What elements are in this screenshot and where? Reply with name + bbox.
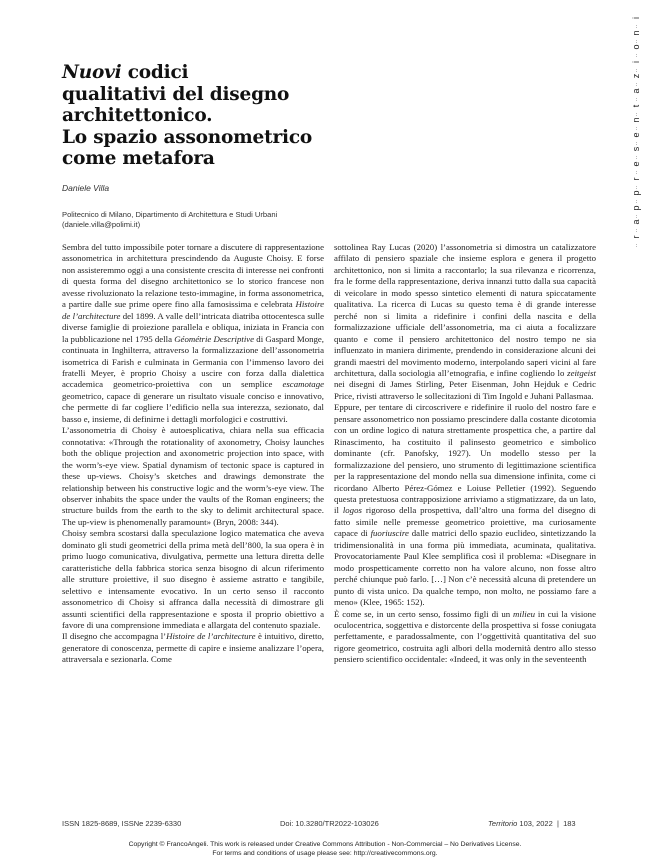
sidebar-letter: n [631, 30, 641, 36]
sidebar-letter: i [631, 60, 641, 63]
affiliation-institution: Politecnico di Milano, Dipartimento di Architettura e Studi Urbani [62, 210, 278, 219]
sidebar-letter: a [631, 88, 641, 94]
lp1-italic-run: Histoire de l’architecture [62, 299, 324, 321]
lp1-text-run: del 1899. A valle dell’intricata diatriba ottocentesca sulle diverse famiglie di proiezione parallela e obliqua, iniziata in Francia con la pubblicazione nel 1795 della [62, 310, 324, 344]
sidebar-dot-divider [636, 244, 637, 247]
footer-page-number: 183 [563, 819, 576, 828]
left-paragraph-1 [62, 242, 324, 425]
sidebar-letter: s [631, 147, 641, 152]
rp3-italic: milieu [513, 608, 536, 619]
sidebar-letter: e [631, 161, 641, 167]
left-paragraph-4 [62, 631, 324, 665]
rp2-text-c: dalle matrici dello spazio euclideo, sintetizzando la tridimensionalità in una forma più immediata, acuminata, qualitativa. Provocatoriamente Paul Klee semplifica così il problema: «Disegnare in modo prospetticamente corretto non ha valore alcuno, non fosse altro perché chiunque può farlo. […] Non c’è necessità alcuna di pretendere un punto di vista unico. Da qualche tempo, non molto, ne possiamo fare a meno» (Klee, 1965: 152). [334, 528, 596, 608]
rp3-text-a: È come se, in un certo senso, fossimo figli di un [334, 608, 514, 619]
rp1-italic: zeitgeist [567, 367, 596, 378]
title-line3: architettonico. [62, 105, 213, 126]
right-paragraph-2 [334, 402, 596, 608]
lp4-text-a: Il disegno che accompagna l’ [62, 631, 167, 642]
lp1-text-run: Sembra del tutto impossibile poter tornare a discutere di rappresentazione assonometrica in architettura prescindendo da Auguste Choisy. E forse non assisteremmo oggi a una consistente crescita di interesse nei confronti di questa forma del disegno architettonico se lo storico francese non avesse rivoluzionato la relazione testo-immagine, in forma assonometrica, a partire dalle sue prime opere fino alla famosissima e celebrata [62, 242, 324, 310]
rp2-text-b: rigoroso della prospettiva, dall’altro una forma del disegno di fatto simile nelle premesse geometrico proiettive, ma curiosamente capace di [334, 505, 596, 539]
left-paragraph-2: L’assonometria di Choisy è autoesplicativa, chiara nella sua efficacia connotativa: «Through the rotationality of axonometry, Choisy launches both the oblique projection and axonometric projection into space, with the worm’s-eye view. Spatial dynamism of tectonic space is captured in these up-views. Choisy’s sketches and drawings demonstrate the relationship between his constructive logic and the worm’s-eye view. The observer inhabits the space under the vaults of the Roman engineers; the structure builds from the earth to the sky to delimit architectural space. The up-view is phenomenally paramount» (Bryn, 2008: 344). [62, 425, 324, 527]
sidebar-dot-divider [636, 25, 637, 28]
sidebar-letter: n [631, 117, 641, 123]
sidebar-letter: p [631, 190, 641, 196]
right-column [334, 242, 596, 666]
sidebar-letter: i [631, 17, 641, 19]
left-paragraph-3: Choisy sembra scostarsi dalla speculazione logico matematica che aveva dominato gli studi geometrici della prima metà dell’800, la sua opera è in primo luogo comunicativa, divulgativa, permette una lettura diretta delle caratteristiche della fabbrica storica senza bisogno di alcun riferimento alle strutture proiettive, il suo disegno è assieme astratto e tangibile, selettivo e intensamente evocativo. In un certo senso il racconto assonometrico di Choisy si affranca dalla necessità di dimostrare gli assunti scientifici della rappresentazione e sposta il proprio obiettivo a favore di una comprensione immediata e allargata del contenuto spaziale. [62, 528, 324, 630]
section-sidebar [618, 0, 650, 248]
sidebar-dot-divider [636, 98, 637, 101]
sidebar-dot-divider [636, 83, 637, 86]
sidebar-letter: a [631, 219, 641, 225]
title-line1-rest: codici [121, 62, 189, 83]
footer-issn: ISSN 1825-8689, ISSNe 2239-6330 [62, 819, 182, 828]
sidebar-dot-divider [636, 186, 637, 189]
rp2-italic-fuoriuscire: fuoriuscire [370, 528, 409, 539]
sidebar-dot-divider [636, 142, 637, 145]
author-name: Daniele Villa [62, 183, 110, 193]
rp1-text-a: sottolinea Ray Lucas (2020) l’assonometria si dimostra un catalizzatore affilato di pensiero spaziale che insieme esplora e genera il progetto architettonico, non si limita a raccontarlo; la sua rilevanza e ricorrenza, fra le forme della rappresentazione, deriva innanzi tutto dalla sua capacità di veicolare in modo spesso sintetico elementi di natura spiccatamente qualitativa. La ricerca di Lucas su questo tema è di grande interesse perché non si limita a ridefinire i confini della nascita e della formalizzazione ufficiale dell’assonometria, ma ci aiuta a focalizzare quanto e come il pensiero architettonico del nostro tempo ne sia influenzato in maniera dirimente, prendendo in considerazione alcuni dei grandi maestri del movimento moderno, interpolando saperi vicini al fare architettura, dalla sociologia all’etnografia, e infine cogliendo lo [334, 242, 596, 378]
affiliation-email: (daniele.villa@polimi.it) [62, 220, 141, 229]
author-affiliation [62, 210, 422, 230]
copyright-line-2: For terms and conditions of usage please see: http://creativecommons.org. [212, 850, 438, 857]
sidebar-dot-divider [636, 113, 637, 116]
sidebar-dot-divider [636, 215, 637, 218]
sidebar-dot-divider [636, 40, 637, 43]
footer-journal-name: Territorio [488, 819, 518, 828]
sidebar-dot-divider [636, 127, 637, 130]
title-line4: Lo spazio assonometrico [62, 126, 313, 148]
lp1-italic-run: Géométrie Descriptive [174, 333, 255, 344]
title-line5: come metafora [62, 148, 215, 169]
lp4-text-b: è intuitivo, diretto, generatore di conoscenza, permette di capire e insieme analizzare l’opera, attraversala e sezionarla. Come [62, 631, 324, 665]
title-line2: qualitativi del disegno [62, 83, 290, 105]
article-title [62, 62, 482, 170]
left-column [62, 242, 324, 666]
copyright-line-1: Copyright © FrancoAngeli. This work is released under Creative Commons Attribution - Non-Commercial – No Derivatives License. [128, 841, 522, 848]
sidebar-letter: t [631, 104, 641, 107]
footer-issue: 103, 2022 [517, 819, 553, 828]
right-paragraph-1 [334, 242, 596, 402]
sidebar-dot-divider [636, 229, 637, 232]
lp1-italic-run: escamotage [282, 379, 324, 390]
right-paragraph-3 [334, 609, 596, 666]
sidebar-dot-divider [636, 156, 637, 159]
footer-doi: Doi: 10.3280/TR2022-103026 [280, 819, 379, 828]
sidebar-dot-divider [636, 69, 637, 72]
lp1-text-run: geometrico, capace di generare un risultato visuale conciso e innovativo, che permette di far cogliere l’edificio nella sua interezza, sezionato, dal basso e, insieme, di definirne i dettagli morfologici e costruttivi. [62, 390, 324, 424]
sidebar-letter: z [631, 74, 641, 79]
title-italic-word: Nuovi [62, 62, 122, 83]
sidebar-dot-divider [636, 171, 637, 174]
sidebar-letter: r [631, 235, 641, 239]
sidebar-letter: e [631, 132, 641, 138]
rp2-text-a: Eppure, per tentare di circoscrivere e ridefinire il ruolo del nostro fare e pensare assonometrico non possiamo prescindere dalla costante dicotomia con un ordine logico di natura strettamente prospettica che, a partire dal Rinascimento, ha costituito il palinsesto geometrico e simbolico dominante (cfr. Panofsky, 1927). Un modello stesso per la formalizzazione del pensiero, uno strumento di legittimazione scientifica per la rappresentazione del mondo nella sua dimensione infinita, come ci ricordano Alberto Pérez-Gómez e Loiuse Pelletier (1992). Seguendo questa pretestuosa contrapposizione arriviamo a stigmatizzare, da un lato, il [334, 402, 596, 516]
sidebar-dot-divider [636, 200, 637, 203]
footer-journal-info: Territorio 103, 2022 | 183 [488, 819, 576, 828]
rp3-text-b: in cui la visione oculocentrica, soggettiva e distorcente della prospettiva si fosse coniugata perfettamente, e paradossalmente, con l’oggettività quantitativa del suo rigore geometrico, costruita agli albori della modernità dentro allo stesso pensiero scientifico occidentale: «Indeed, it was only in the seventeenth [334, 608, 596, 665]
sidebar-letter: p [631, 205, 641, 211]
sidebar-letter: o [631, 44, 641, 50]
rp2-italic-logos: logos [342, 505, 362, 516]
lp1-text-run: di Gaspard Monge, continuata in Inghilterra, attraverso la formalizzazione dell’assonometria isometrica di Farish e culminata in Germania con l’immenso lavoro dei fratelli Meyer, è proprio Choisy a uscire con forza dalla dialettica accademica geometrico-proiettiva con un semplice [62, 333, 324, 390]
lp4-italic: Histoire de l’architecture [166, 631, 256, 642]
rp1-text-b: nei disegni di James Stirling, Peter Eisenman, John Hejduk e Cedric Price, rivisti attraverso le sollecitazioni di Tim Ingold e Juhani Pallasmaa. [334, 379, 596, 401]
sidebar-dot-divider [636, 54, 637, 57]
sidebar-letter: r [631, 177, 641, 181]
